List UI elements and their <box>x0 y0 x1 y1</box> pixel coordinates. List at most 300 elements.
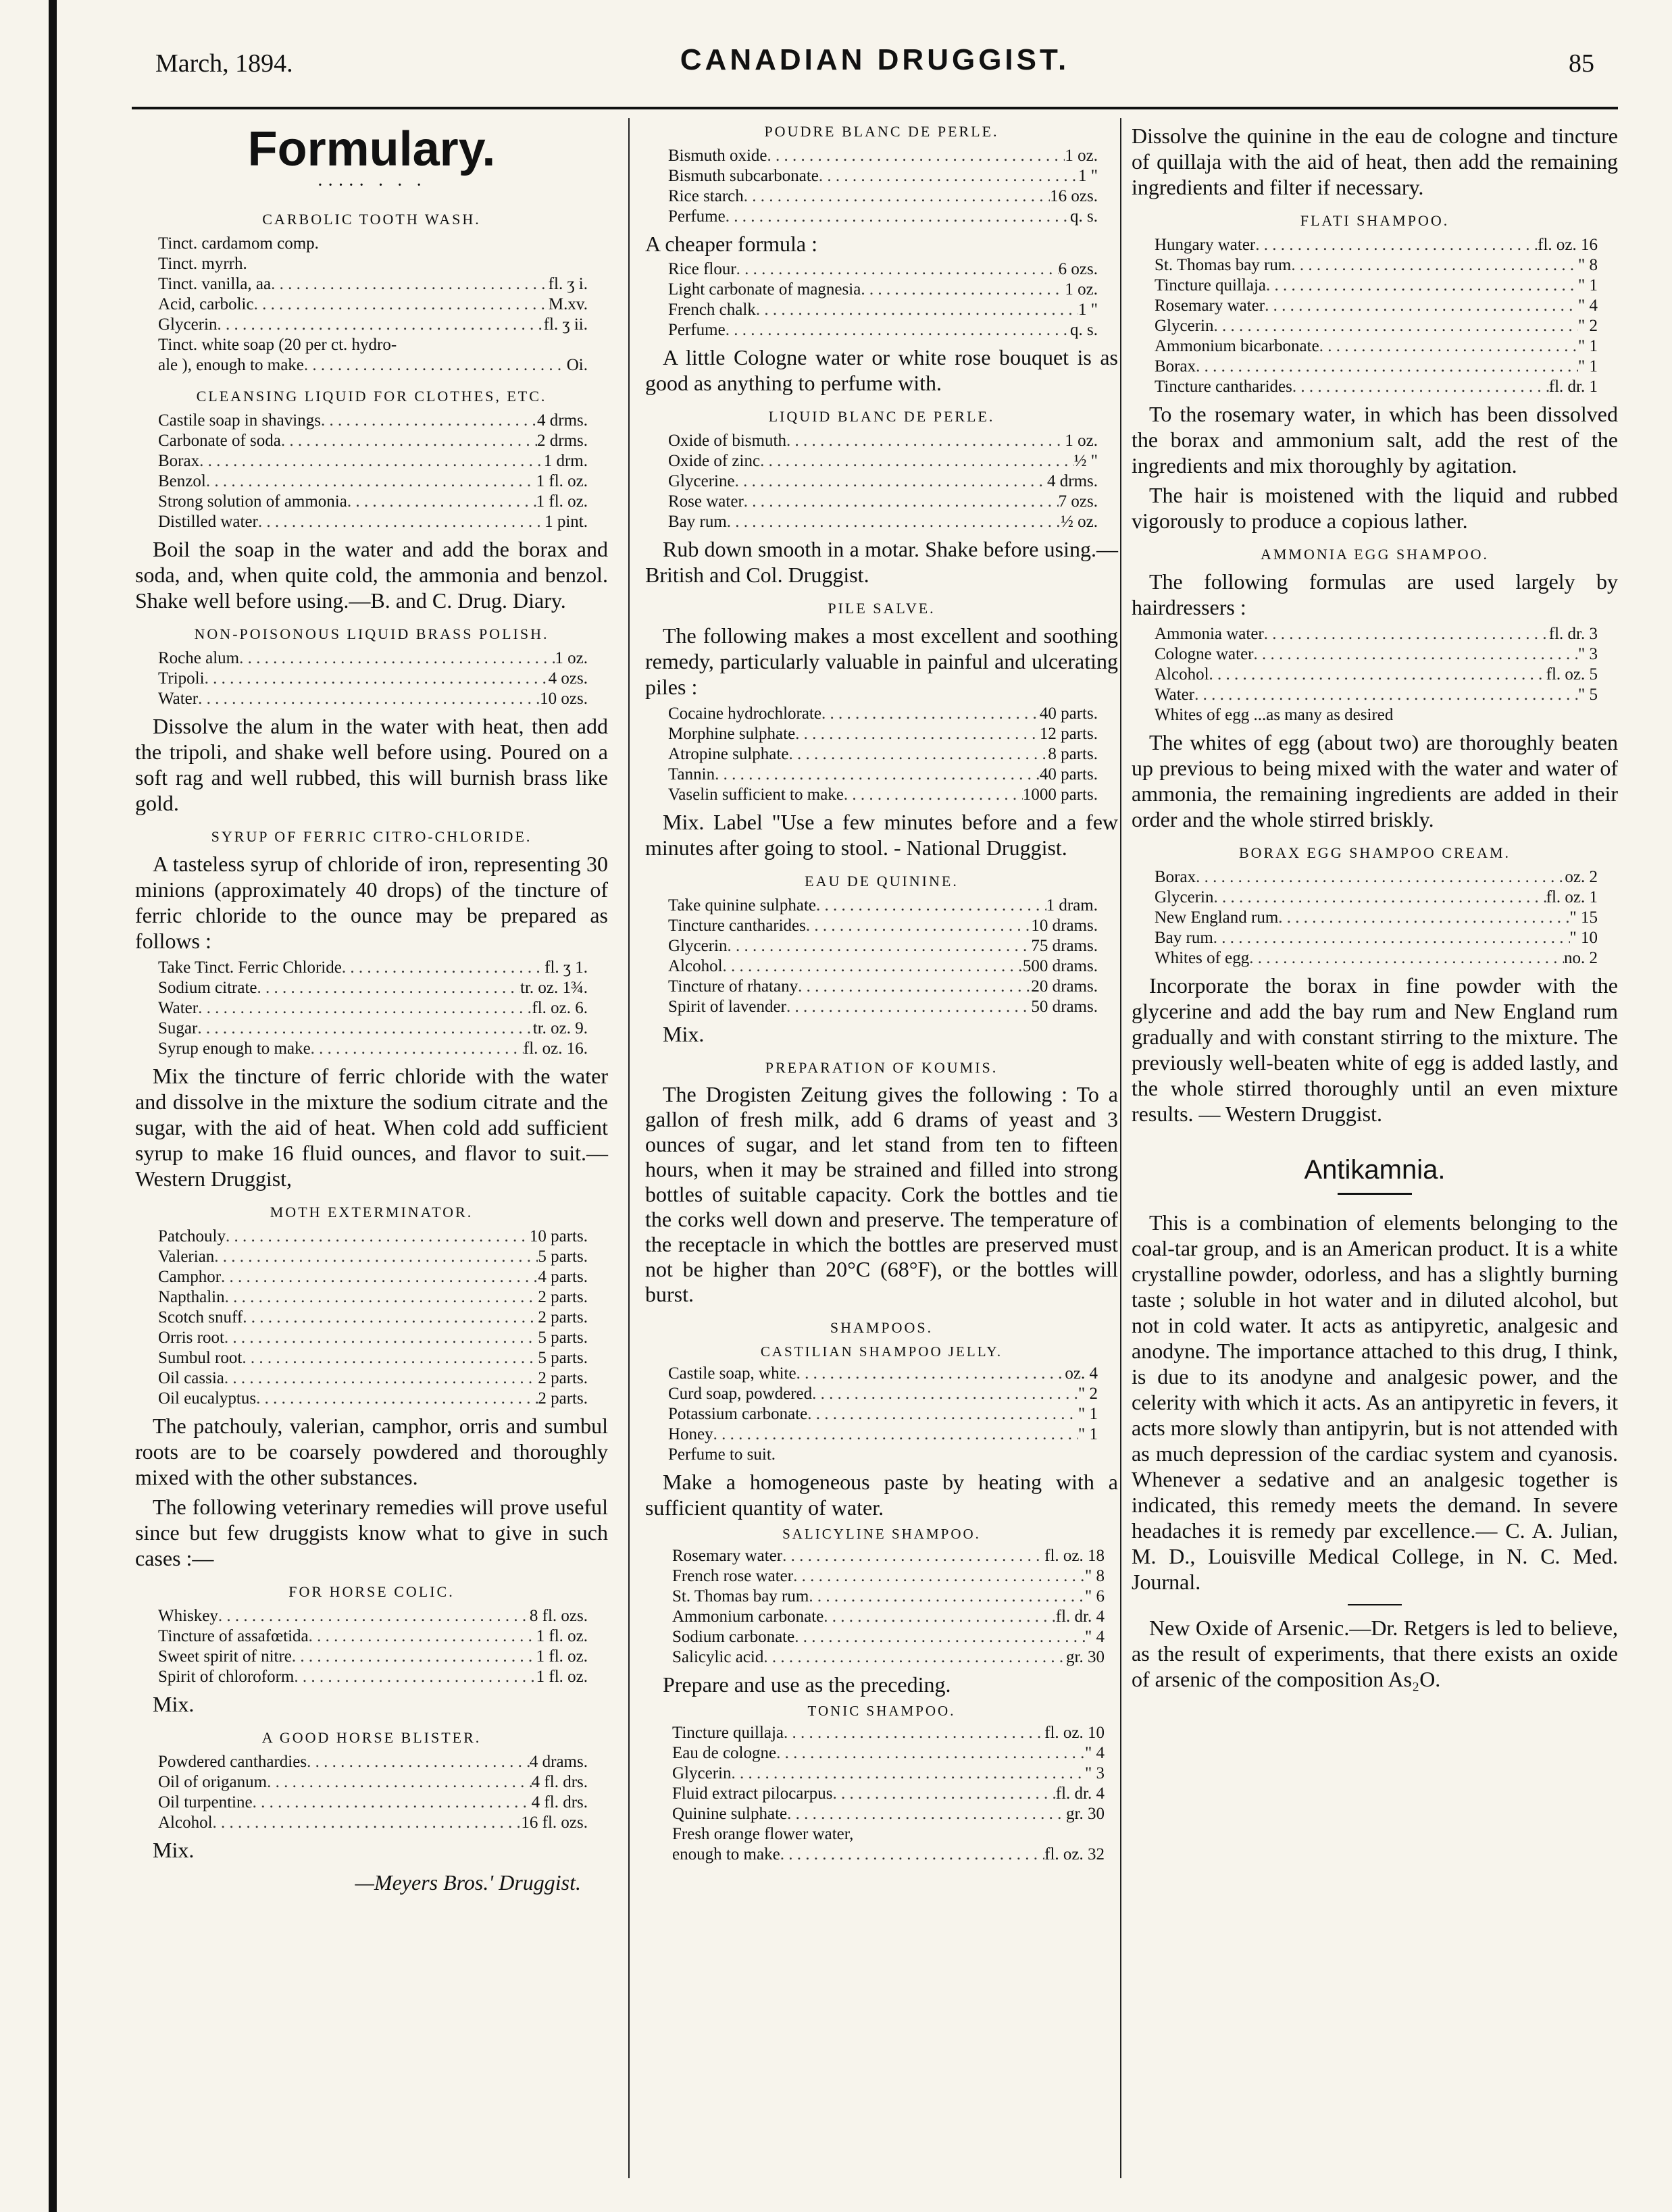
leader-dots <box>809 1587 1085 1607</box>
recipe-text: Rub down smooth in a motar. Shake before using.—British and Col. Druggist. <box>645 537 1118 587</box>
ingredient-line <box>158 1813 608 1833</box>
ingredient-quantity: oz. 2 <box>1565 868 1598 886</box>
ingredient-name: Patchouly <box>158 1227 226 1245</box>
section-heading: SHAMPOOS. <box>830 1319 934 1336</box>
decorative-ornament: ····· · · · <box>317 175 426 196</box>
ingredient-quantity: 5 parts. <box>538 1349 588 1367</box>
ingredient-quantity: oz. 4 <box>1065 1364 1098 1383</box>
ingredient-list <box>668 259 1118 340</box>
ingredient-name: Acid, carbolic <box>158 295 254 313</box>
leader-dots <box>213 1813 522 1833</box>
ingredient-list <box>158 411 608 532</box>
ingredient-name: Benzol <box>158 472 206 490</box>
recipe-text: The patchouly, valerian, camphor, orris and sumbul roots are to be coarsely powdered and thoroughly mixed with the other substances. <box>135 1414 608 1489</box>
ingredient-name: Camphor <box>158 1268 222 1286</box>
recipe-text: Prepare and use as the preceding. <box>663 1672 951 1697</box>
header-rule <box>132 107 1618 109</box>
ingredient-quantity: 1 drm. <box>543 452 588 470</box>
ingredient-name: Tinct. vanilla, aa <box>158 275 272 293</box>
leader-dots <box>763 1647 1066 1668</box>
ingredient-name: Glycerin <box>1155 888 1214 906</box>
leader-dots <box>727 512 1061 532</box>
leader-dots <box>281 431 537 451</box>
ingredient-list <box>668 1364 1118 1465</box>
leader-dots <box>254 294 549 315</box>
ingredient-quantity: 5 parts. <box>538 1248 588 1266</box>
ingredient-line <box>668 492 1118 512</box>
ingredient-line <box>668 916 1118 936</box>
ingredient-quantity: 50 drams. <box>1031 998 1098 1016</box>
ingredient-quantity: 500 drams. <box>1022 957 1098 975</box>
ingredient-name: Napthalin <box>158 1288 225 1306</box>
ingredient-line <box>158 254 608 274</box>
ingredient-list <box>158 234 608 376</box>
ingredient-line <box>668 997 1118 1017</box>
column-divider <box>1120 118 1121 2178</box>
ingredient-quantity: " 1 <box>1578 357 1598 376</box>
ingredient-list <box>158 648 608 709</box>
ingredient-quantity: 2 parts. <box>538 1369 588 1387</box>
ingredient-quantity: 2 parts. <box>538 1389 588 1408</box>
ingredient-line <box>158 512 608 532</box>
ingredient-quantity: gr. 30 <box>1066 1805 1105 1823</box>
ingredient-list <box>668 896 1118 1017</box>
leader-dots <box>760 451 1074 471</box>
ingredient-line <box>672 1566 1118 1587</box>
ingredient-name: Cologne water <box>1155 645 1254 663</box>
ingredient-line <box>668 744 1118 765</box>
ingredient-name: Tinct. white soap (20 per ct. hydro- <box>158 336 397 354</box>
ingredient-name: Tincture of assafœtida <box>158 1627 309 1645</box>
ingredient-line <box>158 294 608 315</box>
leader-dots <box>744 186 1050 207</box>
ingredient-name: enough to make <box>672 1845 780 1863</box>
ingredient-quantity: 8 fl. ozs. <box>529 1607 588 1625</box>
ingredient-list <box>668 704 1118 805</box>
ingredient-name: Bay rum <box>1155 929 1213 947</box>
ingredient-name: French chalk <box>668 301 756 319</box>
ingredient-quantity: tr. oz. 9. <box>532 1019 588 1037</box>
leader-dots <box>292 1647 536 1667</box>
recipe-heading: MOTH EXTERMINATOR. <box>270 1204 474 1220</box>
ingredient-name: Bismuth subcarbonate <box>668 167 819 185</box>
ingredient-quantity: 1000 parts. <box>1022 786 1098 804</box>
ingredient-line <box>1155 255 1618 276</box>
ingredient-quantity: 6 ozs. <box>1058 260 1098 278</box>
ingredient-name: Glycerin <box>668 937 728 955</box>
ingredient-line <box>668 1424 1118 1445</box>
ingredient-quantity: 8 parts. <box>1048 745 1098 763</box>
ingredient-quantity: 2 drms. <box>537 432 588 450</box>
ingredient-line <box>158 1667 608 1687</box>
ingredient-line <box>158 1328 608 1348</box>
recipe-heading: LIQUID BLANC DE PERLE. <box>768 408 995 425</box>
column-divider <box>628 118 630 2178</box>
recipe-heading: A GOOD HORSE BLISTER. <box>261 1729 482 1746</box>
leader-dots <box>218 1606 530 1626</box>
ingredient-line <box>668 765 1118 785</box>
leader-dots <box>226 1227 530 1247</box>
leader-dots <box>342 958 544 978</box>
leader-dots <box>786 997 1031 1017</box>
ingredient-quantity: fl. oz. 6. <box>532 999 588 1017</box>
ingredient-name: Rice starch <box>668 187 744 205</box>
ingredient-list <box>668 146 1118 227</box>
leader-dots <box>1253 644 1578 665</box>
ingredient-line <box>668 724 1118 744</box>
ingredient-line <box>158 1019 608 1039</box>
leader-dots <box>736 259 1059 280</box>
ingredient-quantity: fl. dr. 4 <box>1055 1607 1105 1626</box>
ingredient-name: Perfume <box>668 321 726 339</box>
ingredient-quantity: fl. oz. 1 <box>1546 888 1598 906</box>
column-3 <box>1132 120 1618 1696</box>
leader-dots <box>776 1743 1085 1764</box>
ingredient-name: New England rum <box>1155 908 1279 927</box>
ingredient-quantity: 1 oz. <box>1065 280 1098 299</box>
ingredient-quantity: fl. ʒ ii. <box>543 315 588 334</box>
ingredient-line <box>158 1772 608 1793</box>
leader-dots <box>221 1267 538 1287</box>
ingredient-line <box>672 1647 1118 1668</box>
ingredient-line <box>668 896 1118 916</box>
ingredient-name: Oil cassia <box>158 1369 224 1387</box>
ingredient-line <box>158 1368 608 1389</box>
ingredient-name: Rosemary water <box>672 1547 783 1565</box>
ingredient-name: Atropine sulphate <box>668 745 789 763</box>
ingredient-quantity: M.xv. <box>548 295 588 313</box>
recipe-heading: FOR HORSE COLIC. <box>288 1583 455 1600</box>
ingredient-line <box>668 431 1118 451</box>
column-2 <box>645 120 1118 1869</box>
leader-dots <box>206 471 536 492</box>
ingredient-name: Glycerin <box>158 315 218 334</box>
recipe-text: Incorporate the borax in fine powder with the glycerine and add the bay rum and New England rum gradually and with constant stirring to the mixture. The previously well-beaten white of egg is added lastly, and the whole stirred thoroughly until an even mixture results. — Western Druggist. <box>1132 973 1618 1126</box>
ingredient-line <box>158 335 608 355</box>
ingredient-name: Tincture cantharides <box>668 917 806 935</box>
ingredient-line <box>1155 705 1618 725</box>
ingredient-name: Water <box>1155 686 1195 704</box>
ingredient-line <box>668 259 1118 280</box>
ingredient-quantity: " 4 <box>1085 1628 1105 1646</box>
ingredient-name: Eau de cologne <box>672 1744 777 1762</box>
recipe-text: Boil the soap in the water and add the borax and soda, and, when quite cold, the ammonia and benzol. Shake well before using.—B. and C. Drug. Diary. <box>135 537 608 613</box>
leader-dots <box>821 704 1040 724</box>
binding-edge <box>49 0 57 2212</box>
ingredient-quantity: " 2 <box>1578 317 1598 335</box>
ingredient-line <box>668 166 1118 186</box>
leader-dots <box>307 1752 530 1772</box>
leader-dots <box>1266 276 1578 296</box>
recipe-text: The following veterinary remedies will prove useful since but few druggists know what to give in such cases :— <box>135 1495 608 1570</box>
ingredient-quantity: " 1 <box>1078 1405 1098 1423</box>
ingredient-name: Ammonium carbonate <box>672 1607 824 1626</box>
ingredient-quantity: q. s. <box>1070 207 1098 226</box>
ingredient-line <box>668 785 1118 805</box>
recipe-heading: SYRUP OF FERRIC CITRO-CHLORIDE. <box>211 828 532 845</box>
ingredient-quantity: 1 oz. <box>1065 147 1098 165</box>
ingredient-name: Syrup enough to make <box>158 1039 311 1058</box>
column-1 <box>135 120 608 1899</box>
ingredient-name: Borax <box>1155 868 1196 886</box>
ingredient-name: Sugar <box>158 1019 198 1037</box>
ingredient-quantity: " 1 <box>1578 276 1598 294</box>
leader-dots <box>793 1566 1085 1587</box>
leader-dots <box>1194 685 1578 705</box>
leader-dots <box>794 1627 1085 1647</box>
ingredient-name: Oil of origanum <box>158 1773 268 1791</box>
ingredient-name: Glycerine <box>668 472 735 490</box>
recipe-heading: FLATI SHAMPOO. <box>1300 212 1450 229</box>
ingredient-line <box>668 280 1118 300</box>
ingredient-quantity: tr. oz. 1¾. <box>520 979 588 997</box>
ingredient-name: Whites of egg <box>1155 949 1250 967</box>
ingredient-name: Powdered canthardies <box>158 1753 307 1771</box>
recipe-heading: SALICYLINE SHAMPOO. <box>782 1526 981 1542</box>
leader-dots <box>726 207 1070 227</box>
ingredient-line <box>158 1793 608 1813</box>
ingredient-quantity: fl. oz. 32 <box>1044 1845 1105 1863</box>
recipe-intro: The following formulas are used largely by hairdressers : <box>1132 569 1618 619</box>
ingredient-line <box>668 977 1118 997</box>
ingredient-name: Vaselin sufficient to make <box>668 786 844 804</box>
ingredient-quantity: " 6 <box>1085 1587 1105 1605</box>
ingredient-quantity: 40 parts. <box>1039 765 1098 783</box>
leader-dots <box>198 998 532 1019</box>
ingredient-list <box>158 1227 608 1409</box>
ingredient-name: Take quinine sulphate <box>668 896 817 915</box>
leader-dots <box>795 724 1040 744</box>
ingredient-quantity: 75 drams. <box>1031 937 1098 955</box>
ingredient-name: Quinine sulphate <box>672 1805 788 1823</box>
ingredient-name: Sweet spirit of nitre <box>158 1647 292 1666</box>
recipe-heading: CLEANSING LIQUID FOR CLOTHES, ETC. <box>196 388 547 405</box>
leader-dots <box>271 274 549 294</box>
ingredient-name: Tincture of rhatany <box>668 977 799 996</box>
ingredient-line <box>668 1384 1118 1404</box>
ingredient-name: Orris root <box>158 1329 224 1347</box>
leader-dots <box>796 1364 1065 1384</box>
ingredient-line <box>158 1267 608 1287</box>
ingredient-line <box>158 411 608 431</box>
ingredient-name: Salicylic acid <box>672 1648 764 1666</box>
ingredient-line <box>158 1348 608 1368</box>
leader-dots <box>267 1772 532 1793</box>
title-rule <box>1338 1193 1412 1195</box>
ingredient-line <box>158 1647 608 1667</box>
ingredient-name: Tinct. myrrh. <box>158 255 247 273</box>
leader-dots <box>1264 624 1549 644</box>
ingredient-name: Alcohol <box>668 957 723 975</box>
ingredient-line <box>158 274 608 294</box>
ingredient-name: Oil eucalyptus <box>158 1389 257 1408</box>
mix-instruction: Mix. <box>153 1838 195 1862</box>
leader-dots <box>347 492 536 512</box>
formulary-title: Formulary. <box>247 122 496 176</box>
recipe-subheading: A cheaper formula : <box>645 232 817 256</box>
ingredient-name: Tincture quillaja <box>1155 276 1267 294</box>
ingredient-quantity: 2 parts. <box>538 1308 588 1327</box>
ingredient-name: Sodium citrate <box>158 979 257 997</box>
recipe-heading: BORAX EGG SHAMPOO CREAM. <box>1238 844 1511 861</box>
leader-dots <box>780 1845 1044 1865</box>
leader-dots <box>713 1424 1078 1445</box>
ingredient-quantity: 1 fl. oz. <box>536 1627 588 1645</box>
leader-dots <box>861 280 1065 300</box>
leader-dots <box>294 1667 536 1687</box>
ingredient-line <box>158 355 608 376</box>
leader-dots <box>257 978 521 998</box>
leader-dots <box>321 411 537 431</box>
ingredient-quantity: fl. oz. 16. <box>523 1039 588 1058</box>
ingredient-quantity: 10 drams. <box>1031 917 1098 935</box>
ingredient-quantity: " 8 <box>1578 256 1598 274</box>
ingredient-name: Roche alum <box>158 649 240 667</box>
ingredient-line <box>158 998 608 1019</box>
leader-dots <box>812 1384 1078 1404</box>
ingredient-line <box>672 1546 1118 1566</box>
leader-dots <box>798 977 1031 997</box>
recipe-text: The hair is moistened with the liquid and rubbed vigorously to produce a copious lather. <box>1132 483 1618 533</box>
ingredient-line <box>668 146 1118 166</box>
ingredient-quantity: 4 fl. drs. <box>531 1773 588 1791</box>
ingredient-name: St. Thomas bay rum <box>1155 256 1292 274</box>
ingredient-quantity: fl. dr. 3 <box>1548 625 1598 643</box>
ingredient-quantity: 4 drams. <box>529 1753 588 1771</box>
leader-dots <box>198 689 540 709</box>
ingredient-quantity: 1 oz. <box>1065 432 1098 450</box>
ingredient-name: Borax <box>1155 357 1196 376</box>
ingredient-quantity: fl. oz. 5 <box>1546 665 1598 684</box>
ingredient-quantity: 7 ozs. <box>1058 492 1098 511</box>
ingredient-quantity: fl. ʒ i. <box>548 275 588 293</box>
ingredient-line <box>1155 624 1618 644</box>
ingredient-quantity: 1 " <box>1078 167 1098 185</box>
recipe-heading: POUDRE BLANC DE PERLE. <box>764 123 999 140</box>
leader-dots <box>726 320 1070 340</box>
ingredient-line <box>158 978 608 998</box>
recipe-intro: The following makes a most excellent and soothing remedy, particularly valuable in painful and ulcerating piles : <box>645 623 1118 699</box>
ingredient-line <box>672 1845 1118 1865</box>
leader-dots <box>1278 908 1569 928</box>
leader-dots <box>844 785 1023 805</box>
ingredient-name: Sumbul root <box>158 1349 243 1367</box>
ingredient-name: Bay rum <box>668 513 727 531</box>
ingredient-quantity: fl. dr. 1 <box>1548 378 1598 396</box>
leader-dots <box>1265 296 1578 316</box>
ingredient-name: Bismuth oxide <box>668 147 767 165</box>
leader-dots <box>225 1287 538 1308</box>
leader-dots <box>1213 928 1570 948</box>
ingredient-name: Castile soap, white <box>668 1364 796 1383</box>
recipe-heading: EAU DE QUININE. <box>805 873 959 890</box>
ingredient-line <box>1155 357 1618 377</box>
ingredient-name: French rose water <box>672 1567 794 1585</box>
ingredient-name: Light carbonate of magnesia <box>668 280 861 299</box>
ingredient-list <box>158 1752 608 1833</box>
ingredient-name: Tinct. cardamom comp. <box>158 234 319 253</box>
leader-dots <box>1196 357 1578 377</box>
recipe-text: Mix the tincture of ferric chloride with the water and dissolve in the mixture the sodium citrate and the sugar, with the aid of heat. When cold add sufficient syrup to make 16 fluid ounces, and flavor to suit.— Western Druggist, <box>135 1064 608 1191</box>
leader-dots <box>258 512 544 532</box>
ingredient-name: Tannin <box>668 765 715 783</box>
source-credit: —Meyers Bros.' Druggist. <box>355 1870 581 1895</box>
ingredient-name: Borax <box>158 452 200 470</box>
leader-dots <box>197 1019 532 1039</box>
ingredient-quantity: ½ " <box>1073 452 1098 470</box>
ingredient-line <box>668 300 1118 320</box>
leader-dots <box>1213 888 1546 908</box>
leader-dots <box>819 166 1078 186</box>
recipe-heading: PREPARATION OF KOUMIS. <box>765 1059 998 1076</box>
ingredient-quantity: no. 2 <box>1564 949 1598 967</box>
leader-dots <box>727 936 1031 956</box>
ingredient-quantity: fl. dr. 4 <box>1055 1784 1105 1803</box>
ingredient-quantity: 10 parts. <box>529 1227 588 1245</box>
ingredient-name: Rosemary water <box>1155 297 1265 315</box>
ingredient-name: Morphine sulphate <box>668 725 796 743</box>
leader-dots <box>256 1389 538 1409</box>
ingredient-name: Whites of egg ...as many as desired <box>1155 706 1394 724</box>
ingredient-line <box>672 1743 1118 1764</box>
ingredient-quantity: 16 fl. ozs. <box>521 1814 588 1832</box>
ingredient-line <box>158 689 608 709</box>
article-text: New Oxide of Arsenic.—Dr. Retgers is led to believe, as the result of experiments, that there exists an oxide of arsenic of the composition As₂O. <box>1132 1616 1618 1691</box>
ingredient-line <box>672 1607 1118 1627</box>
ingredient-line <box>1155 948 1618 969</box>
ingredient-line <box>672 1587 1118 1607</box>
recipe-text: Make a homogeneous paste by heating with a sufficient quantity of water. <box>645 1470 1118 1520</box>
leader-dots <box>784 1723 1044 1743</box>
ingredient-line <box>668 207 1118 227</box>
leader-dots <box>731 1764 1085 1784</box>
ingredient-name: Water <box>158 690 199 708</box>
ingredient-name: Rice flour <box>668 260 736 278</box>
leader-dots <box>767 146 1065 166</box>
ingredient-line <box>1155 928 1618 948</box>
ingredient-name: Rose water <box>668 492 744 511</box>
ingredient-quantity: 4 parts. <box>538 1268 588 1286</box>
ingredient-line <box>672 1784 1118 1804</box>
leader-dots <box>723 956 1023 977</box>
ingredient-line <box>158 1287 608 1308</box>
leader-dots <box>1209 665 1546 685</box>
ingredient-line <box>668 1364 1118 1384</box>
leader-dots <box>1292 377 1549 397</box>
leader-dots <box>807 1404 1078 1424</box>
ingredient-quantity: 1 fl. oz. <box>536 492 588 511</box>
leader-dots <box>824 1607 1056 1627</box>
ingredient-quantity: " 2 <box>1078 1385 1098 1403</box>
recipe-heading: CARBOLIC TOOTH WASH. <box>262 211 481 228</box>
ingredient-name: Ammonia water <box>1155 625 1264 643</box>
ingredient-name: Whiskey <box>158 1607 218 1625</box>
page-header <box>135 43 1615 91</box>
ingredient-quantity: " 3 <box>1085 1764 1105 1782</box>
ingredient-quantity: 1 oz. <box>555 649 588 667</box>
leader-dots <box>1196 867 1565 888</box>
ingredient-list <box>668 431 1118 532</box>
leader-dots <box>304 355 567 376</box>
ingredient-quantity: " 5 <box>1578 686 1598 704</box>
ingredient-line <box>158 958 608 978</box>
ingredient-list <box>158 958 608 1059</box>
mix-instruction: Mix. <box>663 1022 705 1046</box>
leader-dots <box>1213 316 1578 336</box>
ingredient-line <box>158 315 608 335</box>
leader-dots <box>715 765 1040 785</box>
ingredient-quantity: " 4 <box>1578 297 1598 315</box>
